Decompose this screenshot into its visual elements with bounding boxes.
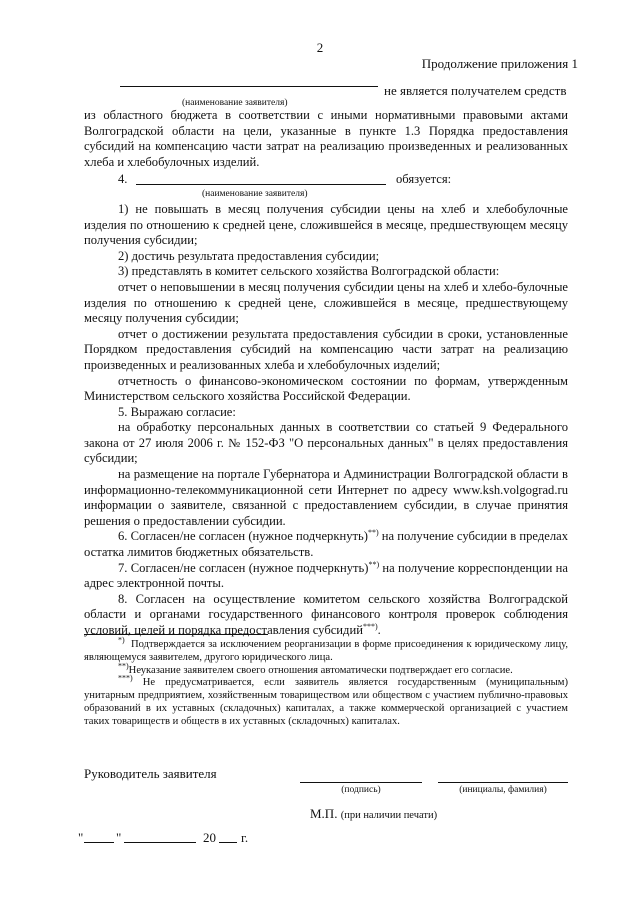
date-day-line bbox=[84, 842, 114, 843]
footnote-mark: **) bbox=[118, 661, 129, 671]
signature-line bbox=[300, 782, 422, 783]
name-caption: (инициалы, фамилия) bbox=[459, 785, 547, 795]
footnote-ref: **) bbox=[367, 528, 379, 538]
year-prefix: 20 bbox=[203, 830, 216, 845]
date-open-quote: " bbox=[78, 830, 84, 845]
footnote bbox=[84, 673, 568, 728]
date-close-quote: " bbox=[116, 830, 122, 845]
section4-item: 3) представлять в комитет сельского хозяйства Волгоградской области: bbox=[118, 264, 500, 279]
section8-text: 8. Согласен на осуществление комитетом сельского хозяйства Волгоградской области и органами государственного финансового контроля проверок соблюдения условий, целей и порядка предоставления субсидий bbox=[84, 591, 568, 637]
year-suffix: г. bbox=[241, 830, 249, 845]
section4-item: отчетность о финансово-экономическом состоянии по формам, утвержденным Министерством сельского хозяйства Российской Федерации. bbox=[84, 373, 568, 404]
continuation-label: Продолжение приложения 1 bbox=[421, 56, 578, 71]
applicant-caption-1: (наименование заявителя) bbox=[182, 98, 288, 108]
page-number: 2 bbox=[316, 40, 324, 55]
applicant-name-line-2 bbox=[136, 184, 386, 185]
stamp-label: М.П. bbox=[310, 806, 338, 821]
section4-item: отчет о неповышении в месяц получения субсидии цены на хлеб и хлебо-булочные изделия по отношению к средней цене, сложившейся в месяце, предшествующему месяцу получения субсидии; bbox=[84, 279, 568, 326]
date-month-line bbox=[124, 842, 196, 843]
section5-title: 5. Выражаю согласие: bbox=[118, 404, 236, 419]
footnote-ref: **) bbox=[368, 559, 380, 569]
footnotes bbox=[84, 635, 568, 729]
section7-text: 7. Согласен/не согласен (нужное подчеркнуть) bbox=[118, 560, 369, 575]
footnote-ref: ***) bbox=[362, 621, 378, 631]
section7-text-end: на получение корреспонденции на адрес электронной почты. bbox=[84, 560, 568, 591]
section4-number: 4. bbox=[118, 172, 128, 187]
section6-paragraph bbox=[84, 529, 568, 560]
section8-text-end: . bbox=[377, 623, 381, 637]
footnote-mark: *) bbox=[118, 635, 125, 645]
section8-paragraph bbox=[84, 592, 568, 639]
stamp-note: (при наличии печати) bbox=[340, 810, 438, 821]
footnote-text: Подтверждается за исключением реорганизации в форме присоединения к юридическому лицу, являющемуся заявителем, другого юридического лица. bbox=[84, 639, 568, 663]
applicant-caption-2: (наименование заявителя) bbox=[202, 188, 308, 199]
section4-item: 2) достичь результата предоставления субсидии; bbox=[118, 248, 380, 263]
name-line bbox=[438, 782, 568, 783]
not-recipient-text: не является получателем средств bbox=[384, 83, 567, 98]
section5-item: на обработку персональных данных в соответствии со статьей 9 Федерального закона от 27 июля 2006 г. № 152-ФЗ "О персональных данных" в целях предоставления субсидии; bbox=[84, 420, 568, 466]
section4-head bbox=[84, 172, 568, 188]
section4-obligates: обязуется: bbox=[396, 172, 452, 187]
applicant-name-line-1 bbox=[120, 86, 378, 87]
footnote-mark: ***) bbox=[118, 673, 133, 683]
section5-item: на размещение на портале Губернатора и Администрации Волгоградской области в информационно-телекоммуникационной сети Интернет по адресу www.ksh.volgograd.ru информации о заявителе, связанной с предоставлением субсидии, в случае принятия решения о предоставлении субсидии. bbox=[84, 467, 568, 528]
section6-text-end: на получение субсидии в пределах остатка лимитов бюджетных обязательств. bbox=[84, 529, 568, 560]
signature-caption: (подпись) bbox=[341, 785, 381, 795]
section4-item: отчет о достижении результата предоставления субсидии в сроки, установленные Порядком предоставления субсидий на компенсацию части затрат на реализацию произведенных и реализованных хлеба и хлебобулочных изделий; bbox=[84, 326, 568, 372]
head-of-applicant-label: Руководитель заявителя bbox=[84, 766, 217, 781]
footnote-divider bbox=[84, 634, 268, 635]
section3-paragraph: из областного бюджета в соответствии с иными нормативными правовыми актами Волгоградской области на цели, указанные в пункте 1.3 Порядка предоставления субсидий на компенсацию части затрат на реализацию произведенных и реализованных хлеба и хлебобулочных изделий. bbox=[84, 108, 568, 169]
date-year-line bbox=[219, 842, 237, 843]
footnote-text: Не предусматривается, если заявитель является государственным (муниципальным) унитарным предприятием, хозяйственным товариществом или обществом с участием публично-правовых образований в их уставных (складочных) капиталах, а также коммерческой организацией с участием таких товариществ и обществ в их уставных (складочных) капиталах. bbox=[84, 677, 568, 727]
section7-paragraph bbox=[84, 561, 568, 592]
stamp-block bbox=[310, 806, 437, 822]
footnote bbox=[84, 661, 568, 678]
footnote-text: Неуказание заявителем своего отношения автоматически подтверждает его согласие. bbox=[128, 664, 513, 676]
document-body bbox=[84, 108, 568, 639]
section4-item: 1) не повышать в месяц получения субсидии цены на хлеб и хлебобулочные изделия по отношению к средней цене, сложившейся в месяце, предшествующем месяцу получения субсидии; bbox=[84, 201, 568, 248]
footnote bbox=[84, 635, 568, 665]
section6-text: 6. Согласен/не согласен (нужное подчеркнуть) bbox=[118, 529, 368, 544]
